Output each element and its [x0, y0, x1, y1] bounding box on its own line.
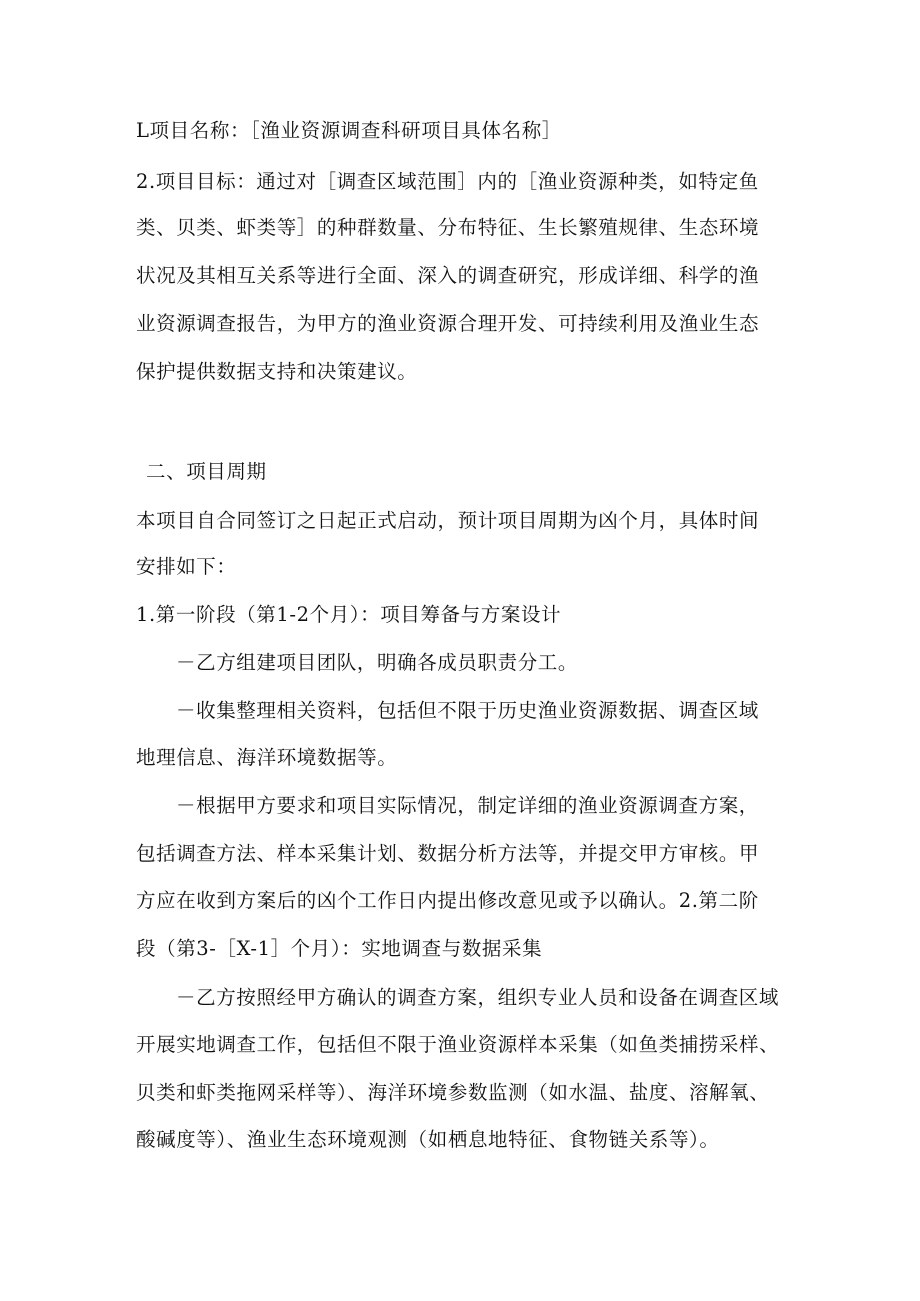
- project-goal-line-5: 保护提供数据支持和决策建议。: [136, 360, 418, 383]
- phase-1-item-2-line-2: 地理信息、海洋环境数据等。: [136, 746, 398, 769]
- phase-1-item-3-line-2: 包括调查方法、样本采集计划、数据分析方法等，并提交甲方审核。甲: [136, 842, 760, 865]
- project-goal-line-3: 状况及其相互关系等进行全面、深入的调查研究，形成详细、科学的渔: [136, 264, 760, 287]
- phase-1-title: 1.第一阶段（第1-2个月）：项目筹备与方案设计: [136, 603, 562, 626]
- phase-2-item-1-line-4: 酸碱度等）、渔业生态环境观测（如栖息地特征、食物链关系等）。: [136, 1128, 720, 1151]
- phase-1-item-2-line-1: －收集整理相关资料，包括但不限于历史渔业资源数据、调查区域: [176, 699, 759, 722]
- phase-1-item-1: －乙方组建项目团队，明确各成员职责分工。: [176, 651, 579, 674]
- phase-1-item-3-line-1: －根据甲方要求和项目实际情况，制定详细的渔业资源调查方案，: [176, 794, 759, 817]
- project-goal-line-4: 业资源调查报告，为甲方的渔业资源合理开发、可持续利用及渔业生态: [136, 312, 760, 335]
- project-goal-line-2: 类、贝类、虾类等］的种群数量、分布特征、生长繁殖规律、生态环境: [136, 216, 760, 239]
- section-heading-project-period: 二、项目周期: [146, 460, 267, 483]
- phase-1-item-3-line-3: 方应在收到方案后的凶个工作日内提出修改意见或予以确认。2.第二阶: [136, 889, 759, 912]
- phase-2-item-1-line-2: 开展实地调查工作，包括但不限于渔业资源样本采集（如鱼类捕捞采样、: [136, 1033, 780, 1056]
- period-intro-line-2: 安排如下：: [136, 555, 237, 578]
- project-name-line: L项目名称：［渔业资源调查科研项目具体名称］: [136, 119, 562, 142]
- project-goal-line-1: 2.项目目标：通过对［调查区域范围］内的［渔业资源种类，如特定鱼: [136, 170, 759, 193]
- period-intro-line-1: 本项目自合同签订之日起正式启动，预计项目周期为凶个月，具体时间: [136, 509, 760, 532]
- phase-2-item-1-line-3: 贝类和虾类拖网采样等）、海洋环境参数监测（如水温、盐度、溶解氧、: [136, 1081, 770, 1104]
- phase-2-title: 段（第3-［X-1］个月）：实地调查与数据采集: [136, 937, 543, 960]
- phase-2-item-1-line-1: －乙方按照经甲方确认的调查方案，组织专业人员和设备在调查区域: [176, 986, 780, 1009]
